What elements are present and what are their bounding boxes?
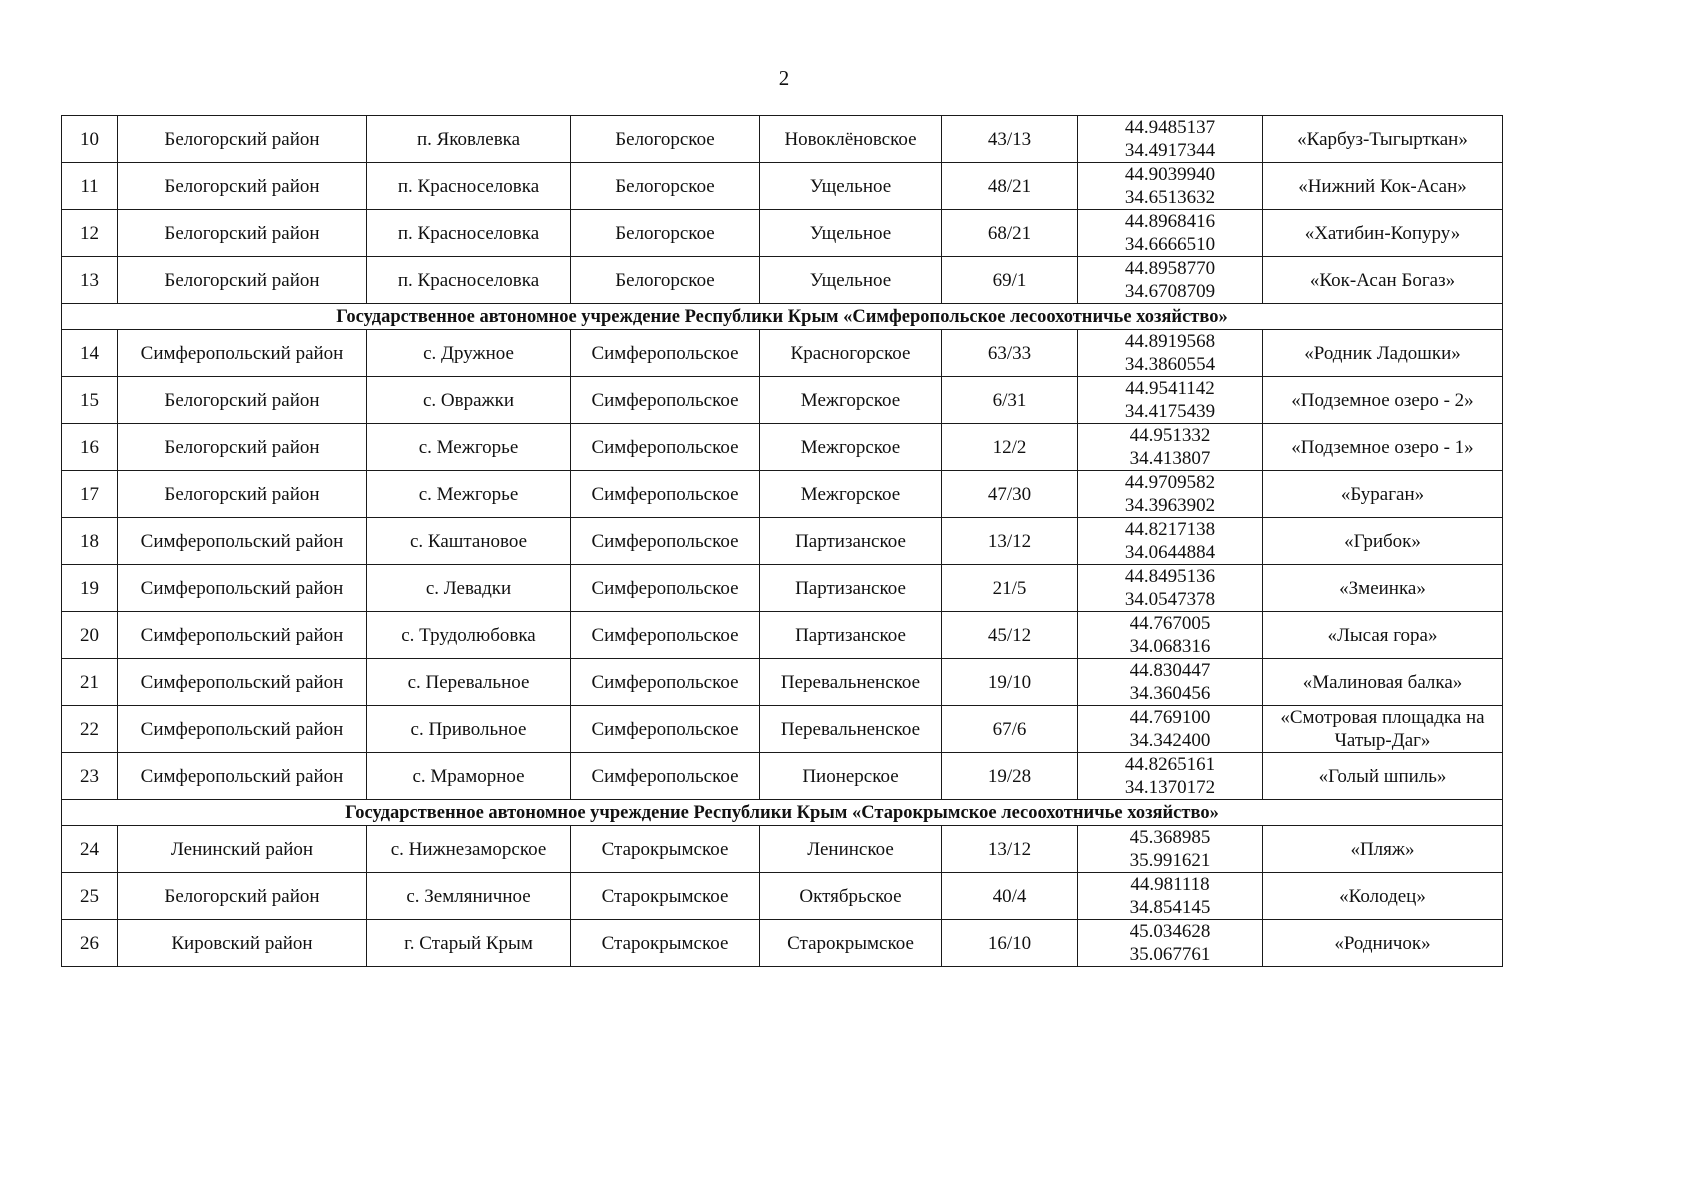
quarter-cell: 43/13 [942, 116, 1078, 163]
district-cell: Симферопольский район [118, 518, 367, 565]
table-row [62, 116, 1503, 163]
subforestry-cell: Межгорское [760, 377, 942, 424]
locality-cell: с. Дружное [367, 330, 571, 377]
quarter-cell: 21/5 [942, 565, 1078, 612]
row-number-cell: 10 [62, 116, 118, 163]
site-name-cell: «Карбуз-Тыгырткан» [1263, 116, 1503, 163]
table-row [62, 377, 1503, 424]
row-number-cell: 14 [62, 330, 118, 377]
quarter-cell: 13/12 [942, 826, 1078, 873]
table-row [62, 518, 1503, 565]
forestry-cell: Симферопольское [571, 612, 760, 659]
longitude-value: 34.6513632 [1124, 187, 1216, 208]
quarter-cell: 48/21 [942, 163, 1078, 210]
row-number-cell: 25 [62, 873, 118, 920]
longitude-value: 34.6666510 [1124, 234, 1216, 255]
row-number-cell: 16 [62, 424, 118, 471]
forestry-cell: Старокрымское [571, 873, 760, 920]
forestry-cell: Симферопольское [571, 753, 760, 800]
subforestry-cell: Партизанское [760, 518, 942, 565]
district-cell: Симферопольский район [118, 565, 367, 612]
page-number: 2 [778, 66, 790, 90]
row-number-cell: 23 [62, 753, 118, 800]
site-name-cell: «Голый шпиль» [1263, 753, 1503, 800]
row-number-cell: 13 [62, 257, 118, 304]
longitude-value: 34.1370172 [1124, 777, 1216, 798]
coordinates-cell [1078, 377, 1263, 424]
subforestry-cell: Старокрымское [760, 920, 942, 967]
table-row [62, 826, 1503, 873]
latitude-value: 44.951332 [1129, 425, 1211, 446]
forestry-cell: Симферопольское [571, 706, 760, 753]
locality-cell: г. Старый Крым [367, 920, 571, 967]
locality-cell: с. Земляничное [367, 873, 571, 920]
section-header-row [62, 304, 1503, 330]
district-cell: Симферопольский район [118, 753, 367, 800]
district-cell: Симферопольский район [118, 659, 367, 706]
coordinates-cell [1078, 518, 1263, 565]
row-number-cell: 26 [62, 920, 118, 967]
latitude-value: 45.034628 [1129, 921, 1211, 942]
district-cell: Белогорский район [118, 377, 367, 424]
locality-cell: с. Межгорье [367, 424, 571, 471]
longitude-value: 34.854145 [1129, 897, 1211, 918]
coordinates-cell [1078, 330, 1263, 377]
longitude-value: 35.067761 [1129, 944, 1211, 965]
forestry-cell: Симферопольское [571, 471, 760, 518]
table-row [62, 612, 1503, 659]
district-cell: Кировский район [118, 920, 367, 967]
coordinates-cell [1078, 612, 1263, 659]
table-row [62, 424, 1503, 471]
coordinates-cell [1078, 753, 1263, 800]
site-name-cell: «Грибок» [1263, 518, 1503, 565]
coordinates-cell [1078, 210, 1263, 257]
latitude-value: 44.830447 [1129, 660, 1211, 681]
forestry-cell: Белогорское [571, 116, 760, 163]
row-number-cell: 24 [62, 826, 118, 873]
row-number-cell: 18 [62, 518, 118, 565]
row-number-cell: 11 [62, 163, 118, 210]
site-name-cell: «Пляж» [1263, 826, 1503, 873]
table-body [62, 116, 1503, 967]
quarter-cell: 40/4 [942, 873, 1078, 920]
row-number-cell: 17 [62, 471, 118, 518]
coordinates-cell [1078, 659, 1263, 706]
locations-table [61, 115, 1503, 967]
subforestry-cell: Ущельное [760, 210, 942, 257]
latitude-value: 44.8265161 [1124, 754, 1216, 775]
row-number-cell: 15 [62, 377, 118, 424]
table-row [62, 257, 1503, 304]
district-cell: Симферопольский район [118, 706, 367, 753]
district-cell: Белогорский район [118, 873, 367, 920]
latitude-value: 44.8919568 [1124, 331, 1216, 352]
quarter-cell: 12/2 [942, 424, 1078, 471]
quarter-cell: 19/10 [942, 659, 1078, 706]
site-name-cell: «Нижний Кок-Асан» [1263, 163, 1503, 210]
district-cell: Белогорский район [118, 257, 367, 304]
latitude-value: 44.769100 [1129, 707, 1211, 728]
subforestry-cell: Красногорское [760, 330, 942, 377]
row-number-cell: 19 [62, 565, 118, 612]
subforestry-cell: Межгорское [760, 424, 942, 471]
subforestry-cell: Ущельное [760, 257, 942, 304]
forestry-cell: Симферопольское [571, 565, 760, 612]
forestry-cell: Белогорское [571, 257, 760, 304]
latitude-value: 44.9039940 [1124, 164, 1216, 185]
coordinates-cell [1078, 920, 1263, 967]
site-name-cell: «Лысая гора» [1263, 612, 1503, 659]
latitude-value: 44.767005 [1129, 613, 1211, 634]
locality-cell: с. Нижнезаморское [367, 826, 571, 873]
table-row [62, 873, 1503, 920]
quarter-cell: 67/6 [942, 706, 1078, 753]
latitude-value: 44.8217138 [1124, 519, 1216, 540]
longitude-value: 34.342400 [1129, 730, 1211, 751]
quarter-cell: 6/31 [942, 377, 1078, 424]
quarter-cell: 16/10 [942, 920, 1078, 967]
row-number-cell: 20 [62, 612, 118, 659]
quarter-cell: 13/12 [942, 518, 1078, 565]
coordinates-cell [1078, 873, 1263, 920]
longitude-value: 34.360456 [1129, 683, 1211, 704]
district-cell: Симферопольский район [118, 330, 367, 377]
locality-cell: п. Красноселовка [367, 257, 571, 304]
locality-cell: п. Яковлевка [367, 116, 571, 163]
table-row [62, 210, 1503, 257]
subforestry-cell: Пионерское [760, 753, 942, 800]
coordinates-cell [1078, 116, 1263, 163]
longitude-value: 34.3963902 [1124, 495, 1216, 516]
latitude-value: 44.981118 [1130, 874, 1210, 895]
latitude-value: 44.8495136 [1124, 566, 1216, 587]
row-number-cell: 22 [62, 706, 118, 753]
quarter-cell: 63/33 [942, 330, 1078, 377]
quarter-cell: 69/1 [942, 257, 1078, 304]
quarter-cell: 19/28 [942, 753, 1078, 800]
latitude-value: 45.368985 [1129, 827, 1211, 848]
site-name-cell: «Подземное озеро - 1» [1263, 424, 1503, 471]
quarter-cell: 47/30 [942, 471, 1078, 518]
district-cell: Белогорский район [118, 424, 367, 471]
subforestry-cell: Ущельное [760, 163, 942, 210]
subforestry-cell: Партизанское [760, 612, 942, 659]
district-cell: Белогорский район [118, 471, 367, 518]
latitude-value: 44.8968416 [1124, 211, 1216, 232]
forestry-cell: Старокрымское [571, 920, 760, 967]
longitude-value: 34.413807 [1129, 448, 1211, 469]
subforestry-cell: Партизанское [760, 565, 942, 612]
district-cell: Белогорский район [118, 163, 367, 210]
subforestry-cell: Межгорское [760, 471, 942, 518]
forestry-cell: Симферопольское [571, 424, 760, 471]
forestry-cell: Белогорское [571, 210, 760, 257]
table-row [62, 471, 1503, 518]
longitude-value: 34.3860554 [1124, 354, 1216, 375]
forestry-cell: Симферопольское [571, 377, 760, 424]
forestry-cell: Симферопольское [571, 330, 760, 377]
coordinates-cell [1078, 565, 1263, 612]
site-name-cell: «Родник Ладошки» [1263, 330, 1503, 377]
subforestry-cell: Перевальненское [760, 706, 942, 753]
table-row [62, 920, 1503, 967]
forestry-cell: Симферопольское [571, 659, 760, 706]
coordinates-cell [1078, 424, 1263, 471]
latitude-value: 44.9485137 [1124, 117, 1216, 138]
locality-cell: с. Привольное [367, 706, 571, 753]
subforestry-cell: Октябрьское [760, 873, 942, 920]
site-name-cell: «Колодец» [1263, 873, 1503, 920]
locality-cell: с. Трудолюбовка [367, 612, 571, 659]
quarter-cell: 68/21 [942, 210, 1078, 257]
row-number-cell: 21 [62, 659, 118, 706]
subforestry-cell: Ленинское [760, 826, 942, 873]
longitude-value: 34.4175439 [1124, 401, 1216, 422]
locality-cell: с. Мраморное [367, 753, 571, 800]
locality-cell: с. Левадки [367, 565, 571, 612]
section-title: Государственное автономное учреждение Республики Крым «Симферопольское лесоохотничье хозяйство» [62, 304, 1503, 330]
site-name-cell: «Змеинка» [1263, 565, 1503, 612]
site-name-cell: «Малиновая балка» [1263, 659, 1503, 706]
latitude-value: 44.8958770 [1124, 258, 1216, 279]
table-row [62, 163, 1503, 210]
site-name-cell: «Смотровая площадка на Чатыр-Даг» [1263, 706, 1503, 753]
site-name-cell: «Кок-Асан Богаз» [1263, 257, 1503, 304]
site-name-cell: «Бураган» [1263, 471, 1503, 518]
subforestry-cell: Новоклёновское [760, 116, 942, 163]
coordinates-cell [1078, 471, 1263, 518]
forestry-cell: Белогорское [571, 163, 760, 210]
longitude-value: 35.991621 [1129, 850, 1211, 871]
table-row [62, 330, 1503, 377]
locality-cell: с. Перевальное [367, 659, 571, 706]
longitude-value: 34.0644884 [1124, 542, 1216, 563]
locality-cell: п. Красноселовка [367, 210, 571, 257]
locality-cell: с. Межгорье [367, 471, 571, 518]
locality-cell: с. Овражки [367, 377, 571, 424]
site-name-cell: «Подземное озеро - 2» [1263, 377, 1503, 424]
longitude-value: 34.4917344 [1124, 140, 1216, 161]
latitude-value: 44.9709582 [1124, 472, 1216, 493]
district-cell: Ленинский район [118, 826, 367, 873]
forestry-cell: Симферопольское [571, 518, 760, 565]
site-name-cell: «Хатибин-Копуру» [1263, 210, 1503, 257]
longitude-value: 34.0547378 [1124, 589, 1216, 610]
coordinates-cell [1078, 257, 1263, 304]
row-number-cell: 12 [62, 210, 118, 257]
section-title: Государственное автономное учреждение Республики Крым «Старокрымское лесоохотничье хозяйство» [62, 800, 1503, 826]
forestry-cell: Старокрымское [571, 826, 760, 873]
district-cell: Симферопольский район [118, 612, 367, 659]
district-cell: Белогорский район [118, 210, 367, 257]
district-cell: Белогорский район [118, 116, 367, 163]
coordinates-cell [1078, 163, 1263, 210]
table-row [62, 706, 1503, 753]
table-row [62, 753, 1503, 800]
table-row [62, 659, 1503, 706]
locality-cell: п. Красноселовка [367, 163, 571, 210]
table-row [62, 565, 1503, 612]
coordinates-cell [1078, 706, 1263, 753]
section-header-row [62, 800, 1503, 826]
quarter-cell: 45/12 [942, 612, 1078, 659]
latitude-value: 44.9541142 [1125, 378, 1215, 399]
site-name-cell: «Родничок» [1263, 920, 1503, 967]
coordinates-cell [1078, 826, 1263, 873]
locality-cell: с. Каштановое [367, 518, 571, 565]
longitude-value: 34.068316 [1129, 636, 1211, 657]
longitude-value: 34.6708709 [1124, 281, 1216, 302]
subforestry-cell: Перевальненское [760, 659, 942, 706]
